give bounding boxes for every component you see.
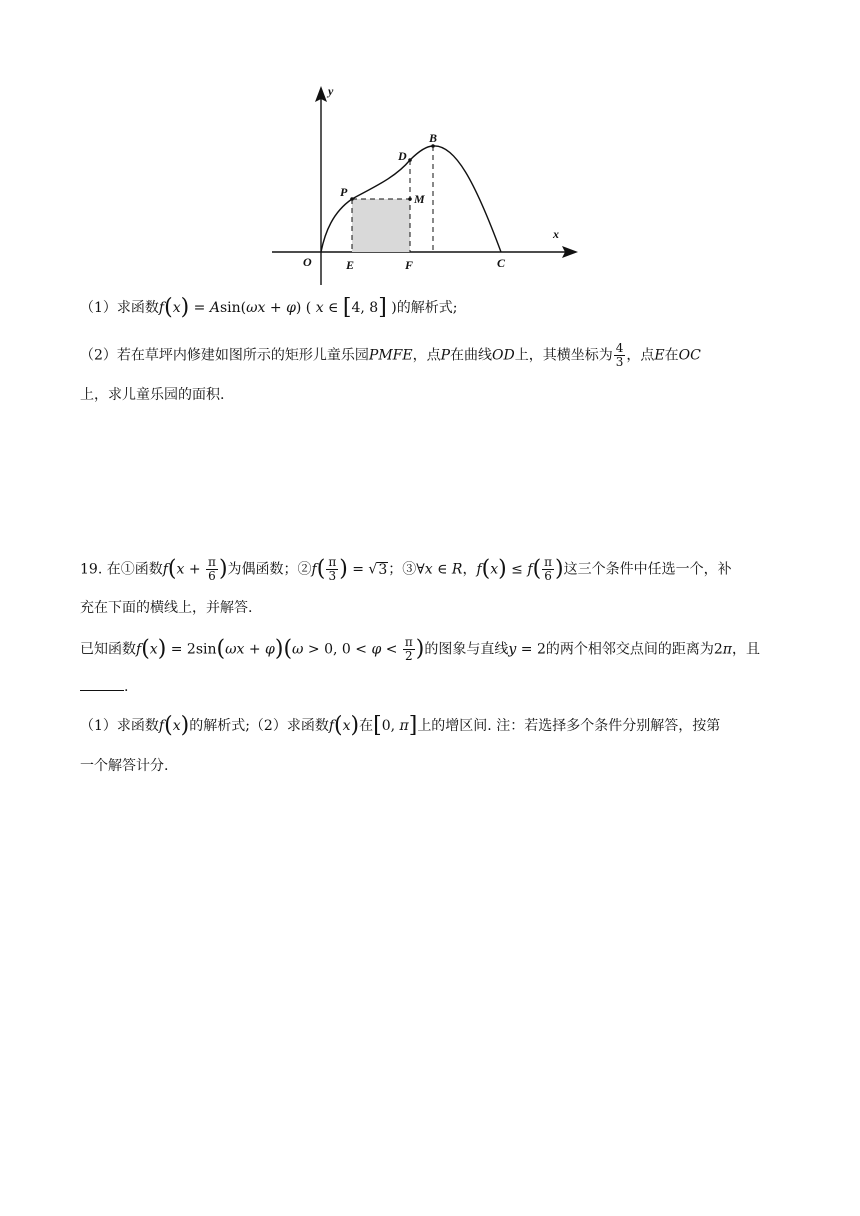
q19-line3: 已知函数f(x) = 2sin(ωx + φ)(ω > 0, 0 < φ < $\frac{\pi}{2}$ )的图象与直线y = 2的两个相邻交点间的距离为2π，且 — [80, 635, 760, 663]
point-p-dot — [350, 197, 354, 201]
label-m: M — [414, 192, 425, 206]
label-y: y — [328, 84, 334, 98]
point-m-dot — [408, 197, 412, 201]
q18-part2-line2: 上，求儿童乐园的面积. — [80, 387, 225, 403]
q18-part2-line1: （2）若在草坪内修建如图所示的矩形儿童乐园PMFE，点P在曲线OD上，其横坐标为 $\frac{4}{3}$ ，点E在OC — [80, 341, 701, 369]
label-c: C — [497, 256, 506, 270]
point-d-dot — [408, 158, 412, 162]
label-x: x — [553, 227, 559, 241]
fill-in-blank[interactable] — [80, 676, 124, 691]
function-graph-figure — [0, 0, 860, 300]
q19-line6: 一个解答计分. — [80, 758, 169, 774]
label-f: F — [405, 258, 414, 272]
label-e: E — [346, 258, 355, 272]
label-d: D — [398, 149, 407, 163]
label-p: P — [340, 185, 348, 199]
q19-line1: 19. 在①函数f(x + $\frac{\pi}{6}$ )为偶函数；②f( $\frac{\pi}{3}$ ) = √3；③∀x ∈ R，f(x) ≤ f( $\frac{\pi}{6}$ )这三个条件中任选一个，补 — [80, 555, 732, 583]
q19-line5: （1）求函数f(x)的解析式;（2）求函数f(x)在[0, π]上的增区间. 注：若选择多个条件分别解答，按第 — [80, 713, 721, 738]
q19-line2: 充在下面的横线上，并解答. — [80, 600, 253, 616]
q19-line4: . — [80, 676, 128, 697]
label-o: O — [303, 255, 312, 269]
playground-rectangle — [352, 199, 410, 252]
fraction-4-3: $\frac{4}{3}$ — [615, 341, 624, 369]
label-b: B — [429, 131, 438, 145]
q18-part1: （1）求函数f(x) = Asin(ωx + φ) ( x ∈ [4, 8] )的解析式; — [80, 295, 458, 320]
